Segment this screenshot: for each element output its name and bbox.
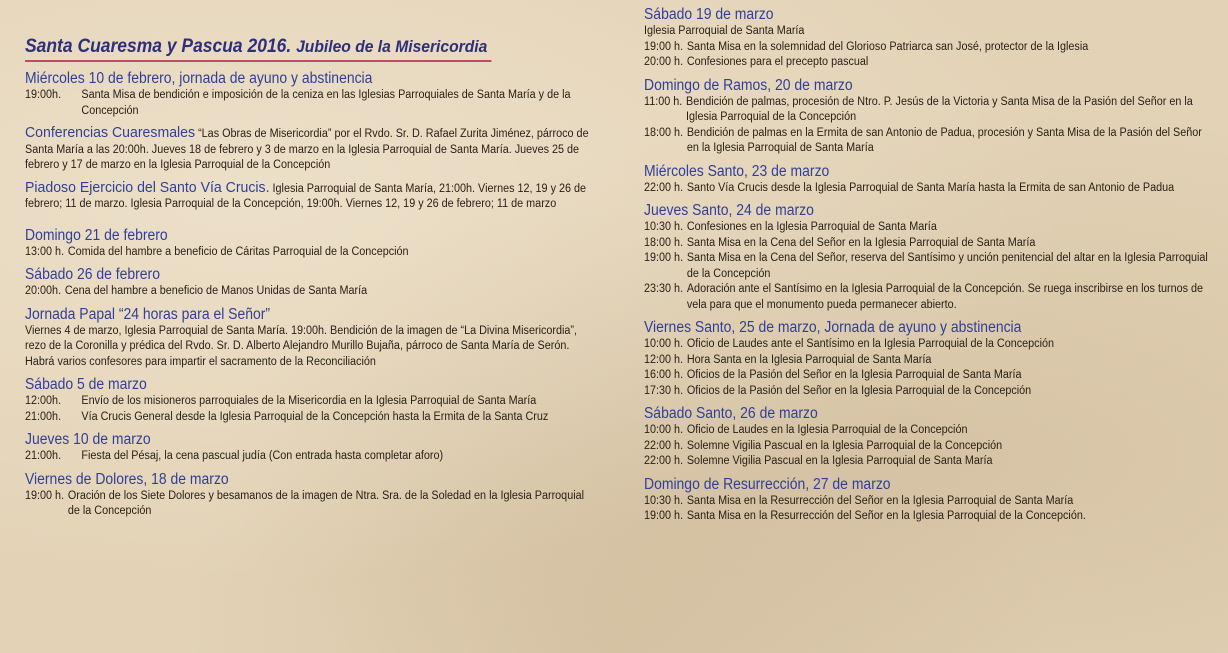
schedule-entry — [25, 394, 593, 410]
section-jueves-10 — [25, 431, 595, 465]
schedule-entry — [644, 337, 1212, 353]
section-title: Miércoles 10 de febrero, jornada de ayuno y abstinencia — [25, 70, 373, 87]
section-sabado-19 — [644, 6, 1214, 71]
paragraph-text: “Las Obras de Misericordia” por el Rvdo. Sr. D. Rafael Zurita Jiménez, párroco de Santa María a las 20:00h. Jueves 18 de febrero y 3 de marzo en la Iglesia Parroquial de Santa María. Jueves 25 de febrero y 17 de marzo en la Iglesia Parroquial de la Concepción — [25, 128, 589, 171]
schedule-entry — [644, 353, 1212, 369]
entry-text: Confesiones en la Iglesia Parroquial de Santa María — [686, 221, 937, 233]
entry-text: Santa Misa de bendición e imposición de la ceniza en las Iglesias Parroquiales de Santa María y de la Concepción — [81, 89, 571, 117]
section-title: Domingo 21 de febrero — [25, 226, 168, 244]
title-sub: Jubileo de la Misericordia — [296, 37, 488, 56]
section-domingo-21 — [25, 227, 595, 261]
section-viacrucis — [25, 180, 595, 213]
entry-text: Solemne Vigilia Pascual en la Iglesia Parroquial de Santa María — [686, 455, 993, 467]
entry-text: Santa Misa en la Cena del Señor, reserva del Santísimo y unción penitencial del altar en la Iglesia Parroquial de la Concepción — [686, 252, 1208, 280]
entry-text: Santa Misa en la Resurrección del Señor en la Iglesia Parroquial de la Concepción. — [686, 510, 1086, 522]
entry-time: 21:00h. — [25, 450, 62, 462]
entry-time: 19:00 h. — [25, 489, 65, 502]
entry-time: 22:00 h. — [644, 181, 684, 194]
entry-text: Santa Misa en la solemnidad del Glorioso Patriarca san José, protector de la Iglesia — [686, 40, 1089, 53]
entry-time: 20:00 h. — [644, 56, 684, 68]
schedule-entry — [644, 181, 1212, 197]
entry-time: 10:00 h. — [644, 338, 684, 350]
entry-text: Santa Misa en la Cena del Señor en la Iglesia Parroquial de Santa María — [686, 236, 1036, 249]
left-column — [25, 0, 595, 520]
section-miercoles-santo — [644, 163, 1214, 197]
section-title: Sábado 19 de marzo — [644, 6, 774, 23]
entry-text: Cena del hambre a beneficio de Manos Unidas de Santa María — [64, 285, 368, 297]
section-domingo-ramos — [644, 77, 1214, 157]
entry-text: Oficios de la Pasión del Señor en la Iglesia Parroquial de Santa María — [686, 369, 1022, 381]
entry-text: Fiesta del Pésaj, la cena pascual judía (Con entrada hasta completar aforo) — [81, 450, 444, 462]
entry-text: Bendición de palmas, procesión de Ntro. P. Jesús de la Victoria y Santa Misa de la Pasión del Señor en la Iglesia Parroquial de la Concepción — [686, 95, 1193, 123]
schedule-entry — [644, 439, 1212, 455]
right-column — [644, 4, 1214, 525]
entry-text: Solemne Vigilia Pascual en la Iglesia Parroquial de la Concepción — [686, 439, 1003, 452]
schedule-entry — [25, 410, 593, 426]
schedule-entry — [25, 284, 593, 300]
entry-text: Oficio de Laudes en la Iglesia Parroquial de la Concepción — [686, 424, 968, 436]
entry-text: Santa Misa en la Resurrección del Señor en la Iglesia Parroquial de Santa María — [686, 494, 1074, 507]
schedule-entry — [644, 282, 1212, 313]
schedule-entry — [644, 95, 1212, 126]
section-jueves-santo — [644, 202, 1214, 313]
title-main: Santa Cuaresma y Pascua 2016. — [25, 36, 292, 57]
entry-time: 21:00h. — [25, 410, 62, 423]
schedule-entry — [644, 368, 1212, 384]
section-sabado-santo — [644, 405, 1214, 470]
entry-time: 19:00 h. — [644, 510, 684, 522]
section-title: Viernes Santo, 25 de marzo, Jornada de ayuno y abstinencia — [644, 319, 1022, 336]
entry-text: Bendición de palmas en la Ermita de san Antonio de Padua, procesión y Santa Misa de la Pasión del Señor en la Iglesia Parroquial de Santa María — [686, 126, 1202, 154]
section-title: Jueves Santo, 24 de marzo — [644, 202, 814, 219]
section-miercoles-ceniza — [25, 70, 595, 119]
paragraph-text: Iglesia Parroquial de Santa María, 21:00h. Viernes 12, 19 y 26 de febrero; 11 de marzo. Iglesia Parroquial de la Concepción, 19:00h. Viernes 12, 19 y 26 de febrero; 11 de marzo — [25, 182, 587, 210]
entry-text: Comida del hambre a beneficio de Cáritas Parroquial de la Concepción — [67, 245, 409, 258]
entry-text: Oración de los Siete Dolores y besamanos de la imagen de Ntra. Sra. de la Soledad en la Iglesia Parroquial de la Concepción — [67, 489, 585, 517]
entry-time: 11:00 h. — [644, 95, 683, 108]
schedule-entry — [644, 423, 1212, 439]
schedule-entry — [644, 454, 1212, 470]
schedule-entry — [644, 509, 1212, 525]
section-jornada-papal — [25, 306, 595, 371]
paragraph-text: Viernes 4 de marzo, Iglesia Parroquial de Santa María. 19:00h. Bendición de la imagen de “La Divina Misericordia”, rezo de la Coronilla y prédica del Rvdo. Sr. D. Alberto Alejandro Murillo Bujaña, párroco de Santa María de Serón. Habrá varios confesores para impartir el sacramento de la Reconciliación — [25, 324, 578, 368]
entry-text: Oficios de la Pasión del Señor en la Iglesia Parroquial de la Concepción — [686, 384, 1032, 397]
section-title: Conferencias Cuaresmales — [25, 124, 196, 141]
entry-time: 13:00 h. — [25, 245, 65, 258]
entry-time: 10:30 h. — [644, 221, 684, 233]
entry-text: Hora Santa en la Iglesia Parroquial de Santa María — [686, 353, 932, 366]
entry-time: 10:30 h. — [644, 494, 684, 507]
entry-text: Adoración ante el Santísimo en la Iglesia Parroquial de la Concepción. Se ruega inscribirse en los turnos de vela para que el monumento pueda permanecer abierto. — [686, 283, 1204, 311]
page-title — [25, 36, 491, 62]
schedule-entry — [644, 384, 1212, 400]
section-title: Domingo de Ramos, 20 de marzo — [644, 76, 853, 94]
entry-time: 19:00 h. — [644, 252, 684, 264]
schedule-entry — [644, 126, 1212, 157]
schedule-entry — [25, 245, 593, 261]
entry-time: 19:00 h. — [644, 40, 684, 53]
section-domingo-resurreccion — [644, 476, 1214, 525]
schedule-entry — [25, 489, 593, 520]
section-title: Sábado 5 de marzo — [25, 376, 147, 393]
location-line: Iglesia Parroquial de Santa María — [644, 25, 805, 37]
entry-text: Santo Vía Crucis desde la Iglesia Parroquial de Santa María hasta la Ermita de san Antonio de Padua — [686, 181, 1175, 194]
section-title: Sábado Santo, 26 de marzo — [644, 405, 818, 422]
entry-time: 18:00 h. — [644, 126, 684, 139]
section-conferencias — [25, 125, 595, 174]
section-title: Miércoles Santo, 23 de marzo — [644, 162, 830, 180]
schedule-entry — [644, 236, 1212, 252]
section-title: Domingo de Resurrección, 27 de marzo — [644, 475, 891, 493]
entry-time: 17:30 h. — [644, 384, 684, 397]
section-sabado-26 — [25, 266, 595, 300]
section-viernes-dolores — [25, 471, 595, 520]
entry-text: Envío de los misioneros parroquiales de la Misericordia en la Iglesia Parroquial de Santa María — [81, 395, 537, 407]
section-title: Piadoso Ejercicio del Santo Vía Crucis. — [25, 178, 270, 196]
schedule-entry — [25, 449, 593, 465]
entry-time: 22:00 h. — [644, 439, 684, 452]
entry-time: 22:00 h. — [644, 455, 684, 467]
section-title: Jornada Papal “24 horas para el Señor” — [25, 305, 271, 323]
section-title: Viernes de Dolores, 18 de marzo — [25, 470, 229, 488]
section-paragraph — [25, 180, 593, 213]
section-title: Sábado 26 de febrero — [25, 266, 160, 283]
section-title: Jueves 10 de marzo — [25, 431, 151, 448]
entry-text: Oficio de Laudes ante el Santísimo en la Iglesia Parroquial de la Concepción — [686, 338, 1055, 350]
entry-time: 23:30 h. — [644, 283, 684, 295]
entry-text: Vía Crucis General desde la Iglesia Parroquial de la Concepción hasta la Ermita de la Santa Cruz — [81, 410, 549, 423]
schedule-entry — [25, 88, 593, 119]
section-sabado-5 — [25, 376, 595, 425]
entry-time: 12:00h. — [25, 395, 62, 407]
schedule-entry — [644, 220, 1212, 236]
entry-time: 12:00 h. — [644, 353, 684, 366]
entry-text: Confesiones para el precepto pascual — [686, 56, 869, 68]
entry-time: 18:00 h. — [644, 236, 684, 249]
schedule-entry — [644, 251, 1212, 282]
schedule-entry — [644, 55, 1212, 71]
entry-time: 19:00h. — [25, 89, 62, 101]
entry-time: 10:00 h. — [644, 424, 684, 436]
section-paragraph — [25, 125, 593, 174]
schedule-entry — [644, 40, 1212, 56]
section-viernes-santo — [644, 319, 1214, 399]
schedule-entry — [644, 494, 1212, 510]
entry-time: 20:00h. — [25, 285, 62, 297]
entry-time: 16:00 h. — [644, 369, 684, 381]
